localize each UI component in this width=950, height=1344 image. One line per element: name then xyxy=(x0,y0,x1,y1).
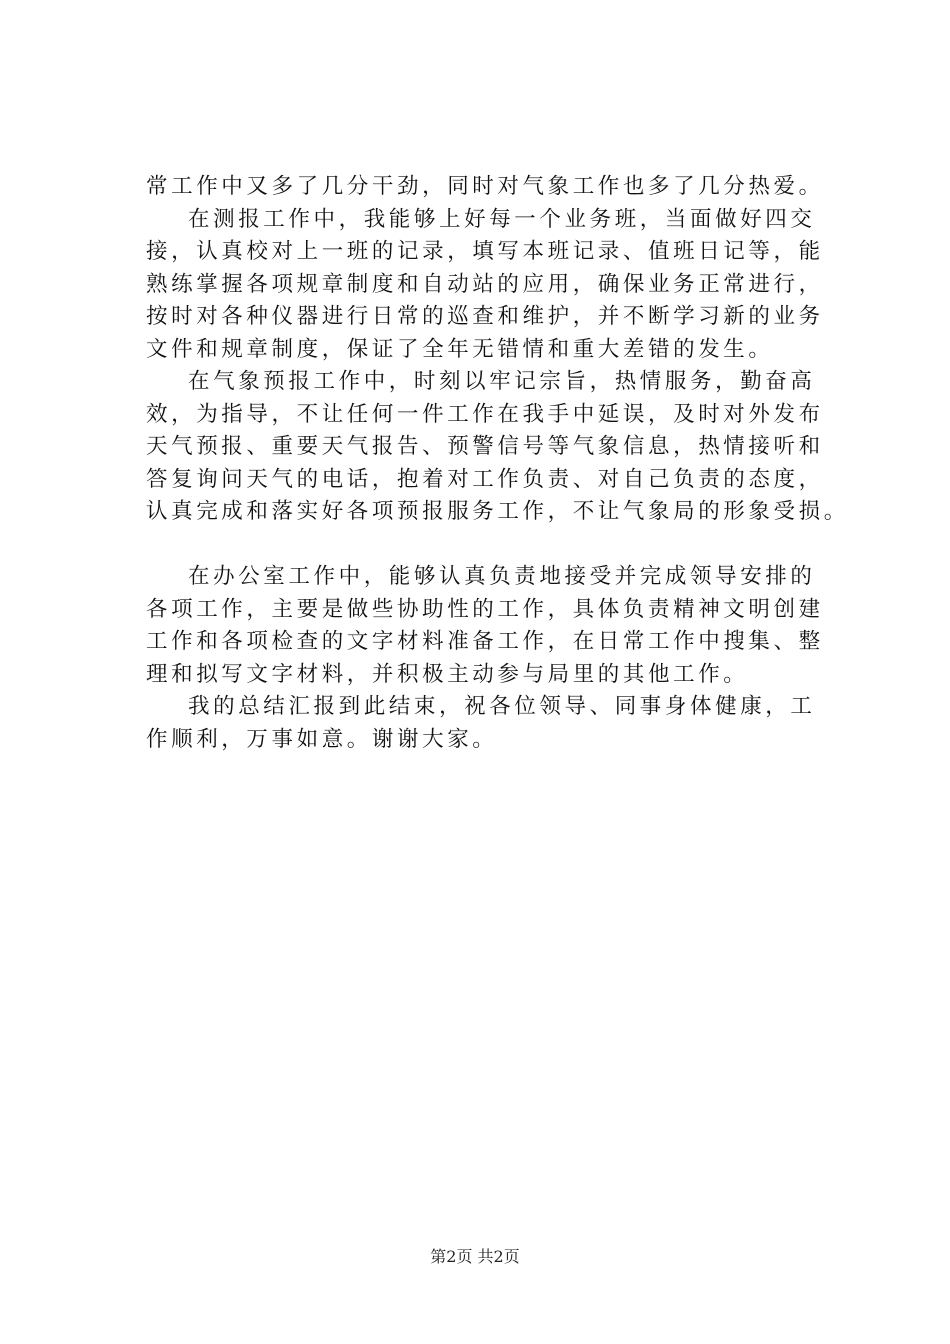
text-line: 常工作中又多了几分干劲，同时对气象工作也多了几分热爱。 xyxy=(146,174,824,199)
text-line: 接，认真校对上一班的记录，填写本班记录、值班日记等，能 xyxy=(146,239,824,264)
page-number-footer: 第2页 共2页 xyxy=(430,1247,520,1266)
text-line: 各项工作，主要是做些协助性的工作，具体负责精神文明创建 xyxy=(146,596,824,622)
text-line: 效，为指导，不让任何一件工作在我手中延误，及时对外发布 xyxy=(146,401,824,427)
blank-line xyxy=(146,529,846,562)
text-line: 熟练掌握各项规章制度和自动站的应用，确保业务正常进行， xyxy=(146,271,824,297)
text-line: 天气预报、重要天气报告、预警信号等气象信息，热情接听和 xyxy=(146,434,824,459)
text-line: 认真完成和落实好各项预报服务工作，不让气象局的形象受损。 xyxy=(146,499,849,524)
text-line: 文件和规章制度，保证了全年无错情和重大差错的发生。 xyxy=(146,336,774,362)
paragraph-line: 在测报工作中，我能够上好每一个业务班，当面做好四交 xyxy=(188,206,816,232)
text-line: 工作和各项检查的文字材料准备工作，在日常工作中搜集、整 xyxy=(146,629,824,654)
text-line: 理和拟写文字材料，并积极主动参与局里的其他工作。 xyxy=(146,661,749,687)
text-line: 按时对各种仪器进行日常的巡查和维护，并不断学习新的业务 xyxy=(146,304,824,329)
document-body xyxy=(146,171,849,756)
paragraph-line: 在气象预报工作中，时刻以牢记宗旨，热情服务，勤奋高 xyxy=(188,369,816,394)
text-line: 作顺利，万事如意。谢谢大家。 xyxy=(146,726,498,752)
paragraph-line: 我的总结汇报到此结束，祝各位领导、同事身体健康，工 xyxy=(188,694,816,719)
paragraph-line: 在办公室工作中，能够认真负责地接受并完成领导安排的 xyxy=(188,564,816,589)
text-line: 答复询问天气的电话，抱着对工作负责、对自己负责的态度， xyxy=(146,466,824,492)
